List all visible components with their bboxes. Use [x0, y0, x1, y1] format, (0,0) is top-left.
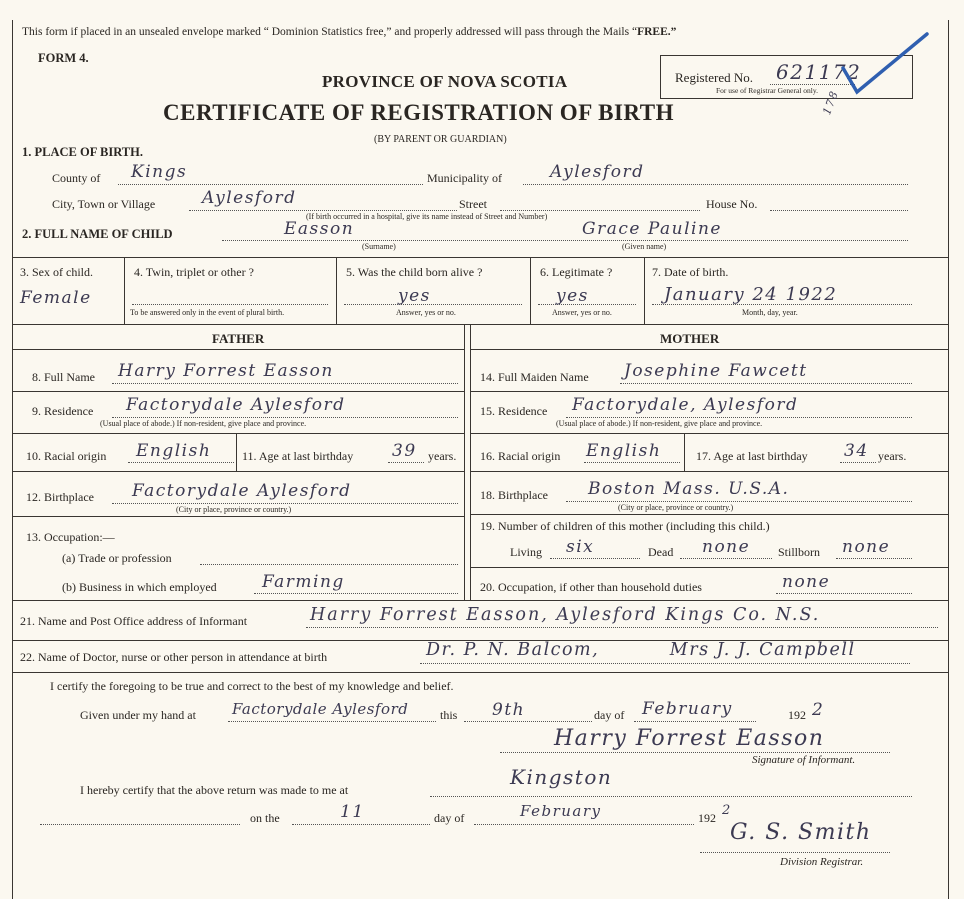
occupation-label: 13. Occupation:— [26, 530, 115, 544]
father-name: Harry Forrest Easson [118, 361, 334, 381]
registrar-signature: G. S. Smith [730, 820, 872, 845]
city-label: City, Town or Village [52, 197, 156, 211]
province-heading: PROVINCE OF NOVA SCOTIA [322, 72, 568, 91]
given-year-prefix: 192 [788, 708, 806, 722]
mail-notice: This form if placed in an unsealed envelope marked “ Dominion Statistics free,” and properly addressed will pass through the Mails “FREE.” [22, 26, 677, 38]
stillborn-label: Stillborn [778, 545, 821, 559]
stillborn-value: none [842, 537, 891, 557]
mail-notice-text: This form if placed in an unsealed envelope marked “ Dominion Statistics free,” and properly addressed will pass through the Mails “ [22, 26, 638, 38]
child-name-label: 2. FULL NAME OF CHILD [22, 227, 173, 241]
mother-birthplace-note: (City or place, province or country.) [618, 503, 734, 512]
given-month: February [642, 699, 733, 719]
father-heading: FATHER [212, 331, 265, 346]
return-text: I hereby certify that the above return was made to me at [80, 783, 349, 797]
father-birthplace-label: 12. Birthplace [26, 490, 94, 504]
stamp-number: 178 [820, 88, 842, 117]
mother-age: 34 [844, 441, 869, 461]
business-value: Farming [262, 572, 345, 592]
father-age: 39 [392, 441, 417, 461]
doctor-label: 22. Name of Doctor, nurse or other person in attendance at birth [20, 650, 328, 664]
registered-number: 621172 [776, 60, 862, 84]
registration-day-of-label: day of [434, 811, 465, 825]
document-subtitle: (BY PARENT OR GUARDIAN) [374, 134, 507, 145]
given-name-caption: (Given name) [622, 242, 667, 251]
given-year: 2 [812, 700, 825, 720]
dead-label: Dead [648, 545, 674, 559]
mother-occupation-label: 20. Occupation, if other than household duties [480, 580, 702, 594]
place-of-birth-heading: 1. PLACE OF BIRTH. [22, 145, 143, 159]
check-mark-icon [835, 30, 935, 110]
mother-heading: MOTHER [660, 331, 720, 346]
signature-caption: Signature of Informant. [752, 754, 856, 766]
mother-name-label: 14. Full Maiden Name [480, 370, 589, 384]
mother-racial: English [586, 441, 662, 461]
dob-label: 7. Date of birth. [652, 265, 729, 279]
father-racial: English [136, 441, 212, 461]
house-label: House No. [706, 197, 758, 211]
given-day: 9th [492, 700, 526, 720]
given-under-label: Given under my hand at [80, 708, 196, 722]
sex-label: 3. Sex of child. [20, 265, 93, 279]
on-the-label: on the [250, 811, 280, 825]
city-value: Aylesford [202, 188, 297, 208]
dead-value: none [702, 537, 751, 557]
father-residence-label: 9. Residence [32, 404, 94, 418]
mother-residence-label: 15. Residence [480, 404, 548, 418]
father-racial-label: 10. Racial origin [26, 449, 107, 463]
hospital-note: (If birth occurred in a hospital, give its name instead of Street and Number) [306, 212, 548, 221]
mother-years: years. [878, 449, 907, 463]
children-label: 19. Number of children of this mother (including this child.) [480, 519, 770, 533]
dob-value: January 24 1922 [664, 284, 838, 305]
mother-birthplace-label: 18. Birthplace [480, 488, 548, 502]
alive-value: yes [398, 286, 431, 306]
child-given-name: Grace Pauline [582, 219, 722, 239]
business-label: (b) Business in which employed [62, 580, 217, 594]
informant-signature: Harry Forrest Easson [554, 726, 825, 751]
registration-day: 11 [340, 802, 365, 822]
registered-label: Registered No. [675, 70, 753, 85]
document-title: CERTIFICATE OF REGISTRATION OF BIRTH [163, 100, 674, 125]
legitimate-value: yes [556, 286, 589, 306]
father-residence-note: (Usual place of abode.) If non-resident, give place and province. [100, 419, 307, 428]
this-label: this [440, 708, 458, 722]
child-surname: Easson [284, 219, 355, 239]
mother-name: Josephine Fawcett [624, 361, 808, 381]
given-place: Factorydale Aylesford [232, 700, 409, 718]
county-label: County of [52, 171, 101, 185]
living-value: six [566, 537, 595, 557]
father-name-label: 8. Full Name [32, 370, 95, 384]
mother-racial-label: 16. Racial origin [480, 449, 561, 463]
father-birthplace: Factorydale Aylesford [132, 481, 352, 501]
father-residence: Factorydale Aylesford [126, 395, 346, 415]
mother-birthplace: Boston Mass. U.S.A. [588, 479, 790, 499]
sex-value: Female [20, 288, 92, 308]
dob-caption: Month, day, year. [742, 308, 798, 317]
father-birthplace-note: (City or place, province or country.) [176, 505, 292, 514]
alive-caption: Answer, yes or no. [396, 308, 456, 317]
street-label: Street [459, 197, 487, 211]
registration-year-prefix: 192 [698, 811, 716, 825]
county-value: Kings [131, 162, 188, 182]
form-number: FORM 4. [38, 51, 89, 65]
living-label: Living [510, 545, 542, 559]
twin-label: 4. Twin, triplet or other ? [134, 265, 254, 279]
alive-label: 5. Was the child born alive ? [346, 265, 483, 279]
municipality-label: Municipality of [427, 171, 502, 185]
doctor-value: Dr. P. N. Balcom, Mrs J. J. Campbell [426, 640, 856, 660]
mother-occupation: none [782, 572, 831, 592]
informant-value: Harry Forrest Easson, Aylesford Kings Co. N.S. [310, 605, 821, 625]
legitimate-label: 6. Legitimate ? [540, 265, 613, 279]
mother-residence: Factorydale, Aylesford [572, 395, 799, 415]
certify-text: I certify the foregoing to be true and correct to the best of my knowledge and belief. [50, 679, 454, 693]
trade-label: (a) Trade or profession [62, 551, 172, 565]
informant-label: 21. Name and Post Office address of Informant [20, 614, 248, 628]
father-years: years. [428, 449, 457, 463]
mother-residence-note: (Usual place of abode.) If non-resident, give place and province. [556, 419, 763, 428]
municipality-value: Aylesford [550, 162, 645, 182]
registrar-note: For use of Registrar General only. [716, 86, 818, 95]
registration-month: February [520, 802, 602, 820]
legitimate-caption: Answer, yes or no. [552, 308, 612, 317]
mail-notice-free: FREE. [637, 26, 671, 38]
registrar-caption: Division Registrar. [780, 856, 864, 868]
return-place: Kingston [510, 765, 613, 789]
given-day-of-label: day of [594, 708, 625, 722]
mother-age-label: 17. Age at last birthday [696, 449, 808, 463]
surname-caption: (Surname) [362, 242, 396, 251]
twin-note: To be answered only in the event of plural birth. [130, 308, 285, 317]
father-age-label: 11. Age at last birthday [242, 449, 354, 463]
registration-year: 2 [722, 803, 732, 818]
